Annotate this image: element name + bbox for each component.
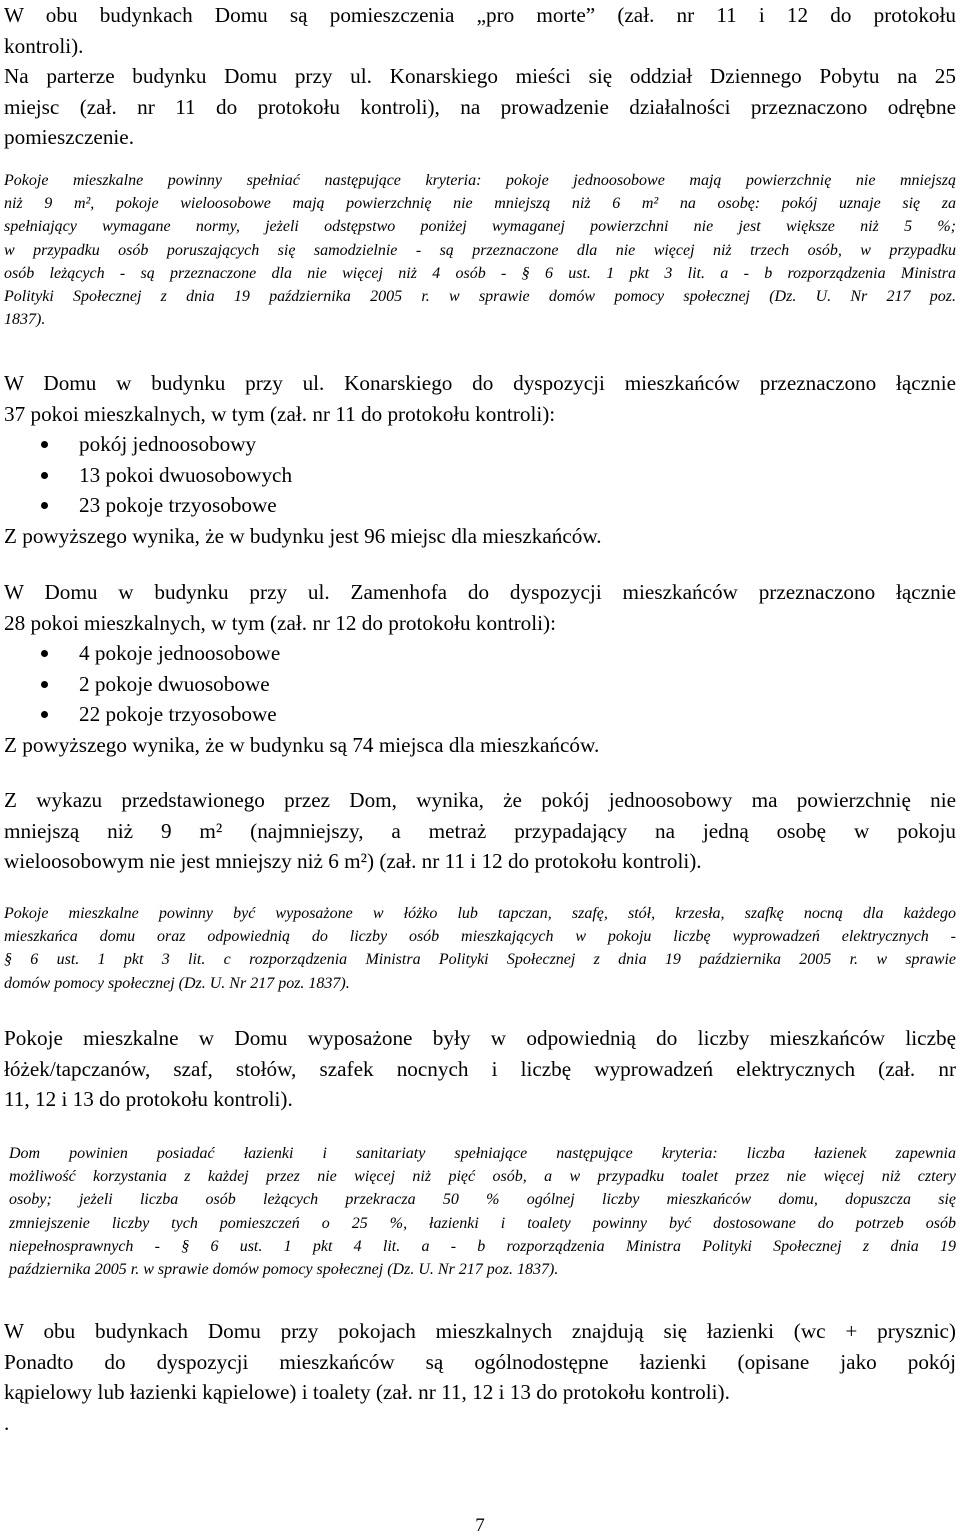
text-line: 37 pokoi mieszkalnych, w tym (zał. nr 11 do protokołu kontroli): [4,401,556,426]
text-line: § 6 ust. 1 pkt 3 lit. c rozporządzenia Ministra Polityki Społecznej z dnia 19 października 2005 r. w sprawie [4,951,956,969]
paragraph-lazienki [4,1316,956,1438]
text-line: osób leżących - są przeznaczone dla nie więcej niż 4 osób - § 6 ust. 1 pkt 3 lit. a - b rozporządzenia Ministra [4,264,956,282]
text-line: Pokoje mieszkalne powinny spełniać następujące kryteria: pokoje jednoosobowe mają powierzchnię nie mniejszą [4,172,956,189]
text-line: Z powyższego wynika, że w budynku są 74 miejsca dla mieszkańców. [4,732,600,757]
regulation-quote-bathrooms [9,1142,956,1281]
list-item: pokój jednoosobowy [4,429,956,460]
paragraph-wykaz [4,785,956,877]
text-line: W Domu w budynku przy ul. Konarskiego do dyspozycji mieszkańców przeznaczono łącznie [4,371,956,395]
text-line: mieszkańca domu oraz odpowiednią do liczby osób mieszkających w pokoju liczbę wyprowadzeń elektrycznych - [4,928,956,946]
list-item: 23 pokoje trzyosobowe [4,490,956,521]
text-line: Pokoje mieszkalne w Domu wyposażone były w odpowiednią do liczby mieszkańców liczbę [4,1026,956,1050]
konarskiego-summary [4,521,956,552]
regulation-quote-room-criteria [4,169,956,331]
page-number: 7 [475,1515,485,1536]
text-line: Ponadto do dyspozycji mieszkańców są ogólnodostępne łazienki (opisane jako pokój [4,1349,956,1374]
list-item: 13 pokoi dwuosobowych [4,460,956,491]
text-line: Dom powinien posiadać łazienki i sanitariaty spełniające następujące kryteria: liczba łazienek zapewnia [9,1145,956,1162]
text-line: W obu budynkach Domu są pomieszczenia „pro morte” (zał. nr 11 i 12 do protokołu [4,3,956,27]
text-line: łóżek/tapczanów, szaf, stołów, szafek nocnych i liczbę wyprowadzeń elektrycznych (zał. nr [4,1056,956,1081]
paragraph-wyposazenie [4,1023,956,1115]
section-konarskiego [4,368,956,551]
paragraph-pro-morte [4,0,956,153]
list-item: 4 pokoje jednoosobowe [4,638,956,669]
text-line: W Domu w budynku przy ul. Zamenhofa do dyspozycji mieszkańców przeznaczono łącznie [4,580,956,604]
list-item: 22 pokoje trzyosobowe [4,699,956,730]
text-line: zmniejszenie liczby tych pomieszczeń o 25 %, łazienki i toalety powinny być dostosowane do potrzeb osób [9,1214,956,1232]
text-line: 1837). [4,311,46,329]
list-item: 2 pokoje dwuosobowe [4,669,956,700]
text-line: niepełnosprawnych - § 6 ust. 1 pkt 4 lit. a - b rozporządzenia Ministra Polityki Społecznej z dnia 19 [9,1237,956,1255]
konarskiego-room-list [4,429,956,521]
text-line: 11, 12 i 13 do protokołu kontroli). [4,1087,293,1111]
text-line: w przypadku osób poruszających się samodzielnie - są przeznaczone dla nie więcej niż trzech osób, w przypadku [4,241,956,259]
text-line: . [4,1410,10,1435]
text-line: niż 9 m², pokoje wieloosobowe mają powierzchnię nie mniejszą niż 6 m² na osobę: pokój uznaje się za [4,195,956,213]
text-line: wieloosobowym nie jest mniejszy niż 6 m²) (zał. nr 11 i 12 do protokołu kontroli). [4,849,702,873]
zamenhofa-summary [4,730,956,761]
text-line: 28 pokoi mieszkalnych, w tym (zał. nr 12 do protokołu kontroli): [4,610,556,635]
regulation-quote-furnishing [4,902,956,995]
text-line: Z wykazu przedstawionego przez Dom, wynika, że pokój jednoosobowy ma powierzchnię nie [4,788,956,812]
text-line: października 2005 r. w sprawie domów pomocy społecznej (Dz. U. Nr 217 poz. 1837). [9,1261,559,1279]
section-zamenhofa [4,577,956,760]
text-line: mniejszą niż 9 m² (najmniejszy, a metraż przypadający na jedną osobę w pokoju [4,818,956,843]
text-line: Pokoje mieszkalne powinny być wyposażone w łóżko lub tapczan, szafę, stół, krzesła, szafkę nocną dla każdego [4,905,956,922]
text-line: możliwość korzystania z każdej przez nie więcej niż pięć osób, a w przypadku toalet przez nie więcej niż cztery [9,1168,956,1186]
zamenhofa-room-list [4,638,956,730]
konarskiego-intro [4,368,956,429]
text-line: pomieszczenie. [4,125,135,149]
text-line: Polityki Społecznej z dnia 19 października 2005 r. w sprawie domów pomocy społecznej (Dz. U. Nr 217 poz. [4,288,956,306]
text-line: spełniający wymagane normy, jeżeli odstępstwo poniżej wymaganej powierzchni nie jest większe niż 5 %; [4,218,956,236]
text-line: osoby; jeżeli liczba osób leżących przekracza 50 % ogólnej liczby mieszkańców domu, dopuszcza się [9,1191,956,1209]
text-line: W obu budynkach Domu przy pokojach mieszkalnych znajdują się łazienki (wc + prysznic) [4,1319,956,1343]
text-line: Z powyższego wynika, że w budynku jest 96 miejsc dla mieszkańców. [4,523,602,548]
text-line: kąpielowy lub łazienki kąpielowe) i toalety (zał. nr 11, 12 i 13 do protokołu kontroli). [4,1380,730,1404]
text-line: kontroli). [4,33,84,58]
text-line: Na parterze budynku Domu przy ul. Konarskiego mieści się oddział Dziennego Pobytu na 25 [4,64,956,88]
zamenhofa-intro [4,577,956,638]
text-line: miejsc (zał. nr 11 do protokołu kontroli), na prowadzenie działalności przeznaczono odrębne [4,94,956,119]
text-line: domów pomocy społecznej (Dz. U. Nr 217 poz. 1837). [4,974,350,992]
